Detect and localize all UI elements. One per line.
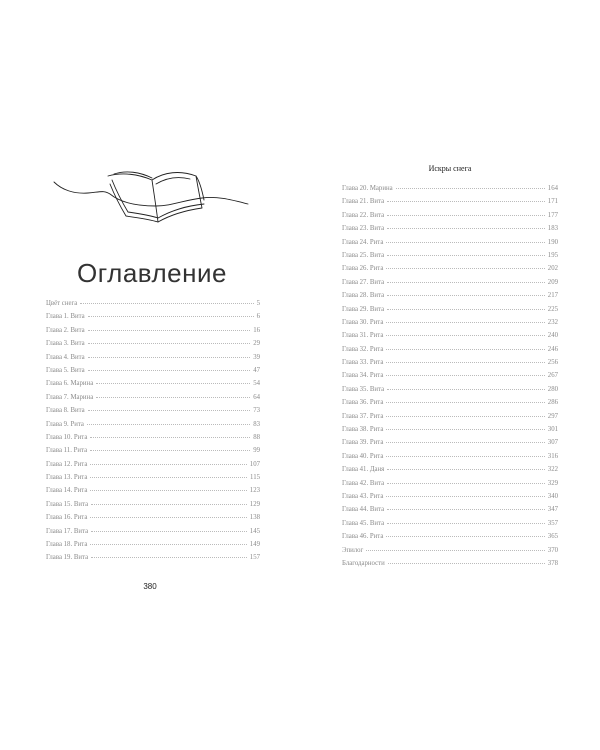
toc-entry-page: 190: [547, 238, 558, 246]
toc-entry-label: Глава 40. Рита: [342, 452, 384, 460]
toc-entry-label: Глава 3. Вита: [46, 340, 85, 348]
toc-entry: [342, 236, 558, 249]
toc-entry-page: 107: [249, 460, 260, 468]
toc-entry-label: Глава 9. Рита: [46, 420, 84, 428]
toc-dot-leader: [386, 328, 544, 336]
toc-dot-leader: [87, 417, 250, 425]
toc-entry-label: Глава 22. Вита: [342, 211, 385, 219]
toc-dot-leader: [386, 422, 544, 430]
toc-dot-leader: [387, 208, 545, 216]
toc-entry-page: 123: [249, 487, 260, 495]
toc-entry-label: Глава 29. Вита: [342, 305, 385, 313]
toc-entry-label: Глава 44. Вита: [342, 506, 385, 514]
toc-entry: [342, 356, 558, 369]
toc-dot-leader: [96, 376, 250, 384]
toc-dot-leader: [88, 309, 254, 317]
toc-entry-page: 183: [547, 225, 558, 233]
toc-entry-label: Глава 35. Вита: [342, 385, 385, 393]
toc-entry-page: 145: [249, 527, 260, 535]
toc-entry-label: Глава 28. Вита: [342, 292, 385, 300]
toc-entry-label: Глава 10. Рита: [46, 433, 88, 441]
toc-dot-leader: [387, 516, 545, 524]
toc-entry-page: 297: [547, 412, 558, 420]
open-book-icon: [52, 160, 252, 230]
toc-entry-label: Глава 12. Рита: [46, 460, 88, 468]
toc-dot-leader: [88, 363, 251, 371]
toc-entry: [46, 337, 260, 350]
toc-entry-label: Глава 24. Рита: [342, 238, 384, 246]
toc-dot-leader: [80, 296, 253, 304]
toc-dot-leader: [88, 403, 251, 411]
toc-entry-page: 54: [253, 380, 260, 388]
toc-entry-label: Глава 43. Рита: [342, 492, 384, 500]
page-title: Оглавление: [77, 258, 227, 288]
toc-dot-leader: [387, 194, 545, 202]
toc-dot-leader: [386, 261, 544, 269]
toc-entry: [342, 410, 558, 423]
toc-entry: [342, 222, 558, 235]
toc-entry-page: 115: [250, 474, 260, 482]
toc-entry: [342, 303, 558, 316]
toc-dot-leader: [387, 288, 545, 296]
toc-entry-label: Глава 41. Даня: [342, 466, 385, 474]
toc-entry-label: Глава 31. Рита: [342, 332, 384, 340]
toc-entry-label: Глава 20. Марина: [342, 185, 393, 192]
toc-entry-label: Глава 19. Вита: [46, 554, 89, 562]
toc-dot-leader: [387, 275, 545, 283]
toc-dot-leader: [91, 524, 247, 532]
toc-entry: [342, 209, 558, 222]
toc-entry-page: 378: [547, 559, 558, 567]
toc-entry: [342, 262, 558, 275]
toc-entry-page: 5: [256, 300, 260, 307]
toc-dot-leader: [386, 315, 544, 323]
toc-entry: [342, 517, 558, 530]
toc-entry-page: 202: [547, 265, 558, 273]
toc-entry-label: Глава 18. Рита: [46, 541, 88, 549]
toc-entry: [342, 450, 558, 463]
toc-entry-label: Глава 7. Марина: [46, 393, 94, 401]
toc-entry-page: 225: [547, 305, 558, 313]
toc-entry-page: 316: [547, 452, 558, 460]
toc-entry: [342, 503, 558, 516]
toc-entry: [46, 538, 260, 551]
toc-entry: [46, 391, 260, 404]
toc-entry-page: 280: [547, 385, 558, 393]
toc-entry-page: 340: [547, 492, 558, 500]
toc-entry-label: Глава 30. Рита: [342, 318, 384, 326]
toc-entry: [342, 396, 558, 409]
toc-entry: [46, 377, 260, 390]
toc-entry: [46, 431, 260, 444]
toc-entry-label: Глава 2. Вита: [46, 326, 85, 334]
toc-entry: [342, 463, 558, 476]
toc-entry-label: Глава 8. Вита: [46, 407, 85, 415]
toc-entry-label: Глава 14. Рита: [46, 487, 88, 495]
toc-entry-page: 232: [547, 318, 558, 326]
toc-entry-page: 129: [249, 500, 260, 508]
toc-entry: [342, 289, 558, 302]
toc-entry-label: Глава 32. Рита: [342, 345, 384, 353]
toc-entry-label: Глава 23. Вита: [342, 225, 385, 233]
toc-entry: [46, 351, 260, 364]
right-page: [300, 0, 600, 750]
toc-dot-leader: [387, 382, 545, 390]
toc-entry-label: Глава 38. Рита: [342, 426, 384, 434]
toc-dot-leader: [88, 323, 251, 331]
toc-dot-leader: [386, 368, 544, 376]
toc-entry-page: 47: [253, 366, 260, 374]
toc-entry: [46, 297, 260, 310]
toc-entry: [342, 530, 558, 543]
toc-entry-page: 164: [547, 185, 558, 192]
toc-dot-leader: [91, 497, 247, 505]
toc-entry: [342, 436, 558, 449]
toc-list-right: [342, 182, 558, 570]
toc-dot-leader: [387, 502, 545, 510]
toc-dot-leader: [386, 395, 544, 403]
toc-entry: [46, 525, 260, 538]
toc-entry-label: Благодарности: [342, 559, 385, 567]
toc-dot-leader: [90, 510, 246, 518]
toc-dot-leader: [386, 355, 544, 363]
toc-entry-label: Глава 21. Вита: [342, 198, 385, 206]
toc-dot-leader: [90, 537, 246, 545]
toc-entry-page: 246: [547, 345, 558, 353]
toc-dot-leader: [386, 489, 544, 497]
toc-dot-leader: [387, 302, 545, 310]
toc-entry-page: 73: [253, 407, 260, 415]
toc-entry-page: 307: [547, 439, 558, 447]
toc-dot-leader: [88, 336, 251, 344]
toc-entry-label: Глава 13. Рита: [46, 474, 88, 482]
toc-list-left: [46, 297, 260, 565]
toc-entry: [342, 490, 558, 503]
toc-entry-label: Глава 25. Вита: [342, 251, 385, 259]
toc-dot-leader: [386, 529, 544, 537]
toc-entry-page: 157: [249, 554, 260, 562]
toc-entry-page: 256: [547, 359, 558, 367]
toc-entry: [342, 182, 558, 195]
toc-entry-label: Глава 4. Вита: [46, 353, 85, 361]
toc-entry: [46, 364, 260, 377]
toc-entry-page: 64: [253, 393, 260, 401]
toc-entry-page: 240: [547, 332, 558, 340]
toc-entry-label: Глава 34. Рита: [342, 372, 384, 380]
toc-entry-page: 99: [253, 447, 260, 455]
toc-entry: [342, 195, 558, 208]
toc-entry: [342, 477, 558, 490]
toc-dot-leader: [90, 470, 247, 478]
toc-dot-leader: [90, 430, 250, 438]
toc-entry-label: Глава 26. Рита: [342, 265, 384, 273]
toc-entry-page: 16: [253, 326, 260, 334]
toc-entry-label: Глава 5. Вита: [46, 366, 85, 374]
toc-entry-page: 138: [249, 514, 260, 522]
toc-entry-label: Глава 39. Рита: [342, 439, 384, 447]
toc-entry-page: 171: [547, 198, 558, 206]
toc-entry: [342, 383, 558, 396]
toc-entry: [46, 551, 260, 564]
toc-entry-page: 286: [547, 399, 558, 407]
toc-entry: [46, 484, 260, 497]
toc-entry-page: 6: [256, 313, 260, 321]
toc-entry-page: 88: [253, 433, 260, 441]
toc-entry-label: Глава 42. Вита: [342, 479, 385, 487]
toc-dot-leader: [96, 390, 250, 398]
toc-entry-page: 209: [547, 278, 558, 286]
running-head: Искры снега: [428, 164, 472, 173]
toc-entry-page: 149: [249, 541, 260, 549]
toc-dot-leader: [386, 435, 544, 443]
toc-entry: [342, 544, 558, 557]
toc-entry-label: Эпилог: [342, 546, 364, 554]
toc-dot-leader: [386, 409, 544, 417]
toc-entry-label: Глава 17. Вита: [46, 527, 89, 535]
page-number: 380: [143, 582, 157, 591]
toc-entry: [342, 276, 558, 289]
toc-entry-page: 177: [547, 211, 558, 219]
toc-entry: [46, 471, 260, 484]
toc-entry-label: Глава 15. Вита: [46, 500, 89, 508]
toc-entry-page: 347: [547, 506, 558, 514]
toc-entry: [46, 458, 260, 471]
toc-entry: [342, 557, 558, 570]
toc-dot-leader: [91, 550, 247, 558]
toc-entry-page: 29: [253, 340, 260, 348]
toc-entry: [342, 249, 558, 262]
toc-entry-page: 301: [547, 426, 558, 434]
toc-entry-page: 357: [547, 519, 558, 527]
toc-entry: [46, 444, 260, 457]
toc-entry-page: 83: [253, 420, 260, 428]
toc-dot-leader: [386, 449, 544, 457]
toc-entry: [46, 511, 260, 524]
toc-dot-leader: [387, 476, 545, 484]
toc-entry-page: 39: [253, 353, 260, 361]
toc-entry-label: Глава 16. Рита: [46, 514, 88, 522]
toc-entry: [46, 418, 260, 431]
toc-entry-label: Глава 27. Вита: [342, 278, 385, 286]
toc-entry: [46, 498, 260, 511]
toc-dot-leader: [386, 235, 544, 243]
toc-dot-leader: [388, 556, 545, 564]
toc-entry-page: 195: [547, 251, 558, 259]
toc-entry: [46, 324, 260, 337]
toc-dot-leader: [88, 350, 251, 358]
toc-entry-page: 370: [547, 546, 558, 554]
toc-entry-label: Глава 11. Рита: [46, 447, 88, 455]
toc-entry: [342, 329, 558, 342]
toc-entry-label: Глава 36. Рита: [342, 399, 384, 407]
toc-entry-label: Глава 37. Рита: [342, 412, 384, 420]
toc-entry-page: 329: [547, 479, 558, 487]
toc-dot-leader: [366, 543, 544, 551]
toc-entry: [342, 316, 558, 329]
toc-entry: [342, 423, 558, 436]
toc-entry-label: Глава 33. Рита: [342, 359, 384, 367]
toc-entry-label: Цвёт снега: [46, 300, 78, 307]
toc-dot-leader: [90, 483, 246, 491]
toc-dot-leader: [90, 457, 246, 465]
toc-entry-page: 217: [547, 292, 558, 300]
toc-dot-leader: [386, 342, 544, 350]
toc-entry: [342, 369, 558, 382]
toc-dot-leader: [387, 221, 545, 229]
toc-entry: [342, 343, 558, 356]
toc-entry-label: Глава 46. Рита: [342, 533, 384, 541]
toc-entry-page: 267: [547, 372, 558, 380]
toc-entry: [46, 404, 260, 417]
toc-entry-label: Глава 1. Вита: [46, 313, 85, 321]
toc-dot-leader: [90, 443, 250, 451]
toc-entry: [46, 310, 260, 323]
toc-entry-label: Глава 45. Вита: [342, 519, 385, 527]
toc-entry-label: Глава 6. Марина: [46, 380, 94, 388]
toc-dot-leader: [396, 181, 545, 189]
toc-dot-leader: [387, 248, 545, 256]
toc-entry-page: 365: [547, 533, 558, 541]
toc-dot-leader: [387, 462, 545, 470]
toc-entry-page: 322: [547, 466, 558, 474]
